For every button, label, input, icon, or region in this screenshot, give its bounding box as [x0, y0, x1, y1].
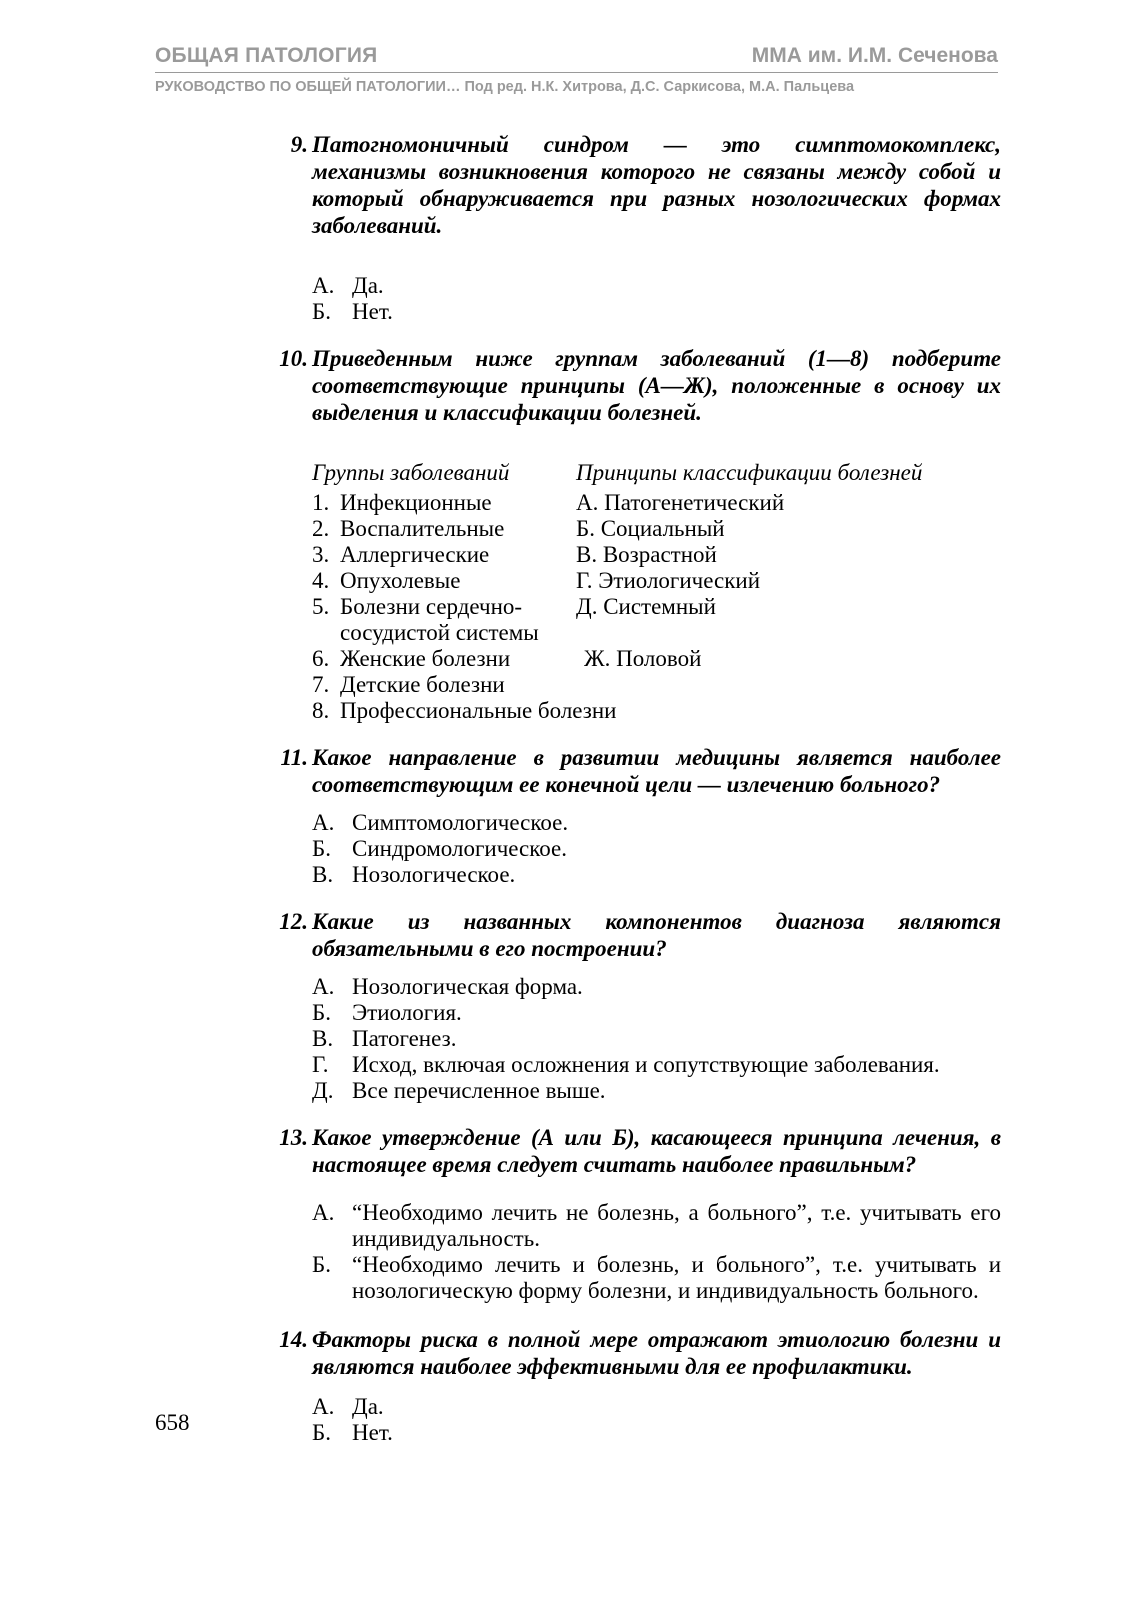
question-number: 12. — [279, 909, 308, 934]
question-text: Приведенным ниже группам заболеваний (1—8) подберите соответствующие принципы (А—Ж), положенные в основу их выделения и классификации болезней. — [312, 346, 1001, 425]
matching-row — [312, 672, 1001, 698]
matching-row — [312, 620, 1001, 646]
option-text: Патогенез. — [352, 1026, 457, 1051]
option — [312, 862, 1001, 888]
group-text: Аллергические — [340, 542, 490, 567]
question-12 — [276, 908, 1001, 962]
option-letter: Б. — [312, 1252, 331, 1277]
option-text: Симптомологическое. — [352, 810, 569, 835]
question-text: Какие из названных компонентов диагноза являются обязательными в его построении? — [312, 909, 1001, 961]
header-left-title: ОБЩАЯ ПАТОЛОГИЯ — [155, 44, 378, 67]
group-text-continuation: сосудистой системы — [340, 620, 539, 645]
option-letter: Б. — [312, 1420, 331, 1445]
option — [312, 1052, 1001, 1078]
option-text: “Необходимо лечить и болезнь, и больного”, т.е. учитывать и нозологическую форму болезни, и индивидуальность больного. — [352, 1252, 1001, 1303]
question-number: 11. — [280, 745, 308, 770]
option-text: Исход, включая осложнения и сопутствующие заболевания. — [352, 1052, 940, 1077]
group-text: Болезни сердечно- — [340, 594, 523, 619]
group-number: 1. — [312, 490, 330, 515]
question-number: 14. — [279, 1327, 308, 1352]
group-number: 2. — [312, 516, 330, 541]
option-text: Синдромологическое. — [352, 836, 567, 861]
option — [312, 974, 1001, 1000]
option — [312, 1420, 1001, 1446]
matching-row — [312, 490, 1001, 516]
group-number: 6. — [312, 646, 330, 671]
option-text: “Необходимо лечить не болезнь, а больного”, т.е. учитывать его индивидуальность. — [352, 1200, 1001, 1251]
option-letter: Г. — [312, 1052, 329, 1077]
option — [312, 1394, 1001, 1420]
group-number: 8. — [312, 698, 330, 723]
group-text: Воспалительные — [340, 516, 505, 541]
option-letter: А. — [312, 1394, 335, 1419]
question-text: Какое утверждение (А или Б), касающееся принципа лечения, в настоящее время следует считать наиболее правильным? — [312, 1125, 1001, 1177]
option — [312, 810, 1001, 836]
options-9 — [276, 273, 1001, 325]
group-text: Инфекционные — [340, 490, 492, 515]
option — [312, 1200, 1001, 1252]
option-letter: А. — [312, 1200, 335, 1225]
principle-text: Д. Системный — [576, 594, 716, 619]
question-9 — [276, 131, 1001, 239]
principles-heading: Принципы классификации болезней — [576, 460, 923, 485]
group-number: 4. — [312, 568, 330, 593]
option — [312, 273, 1001, 299]
question-10 — [276, 345, 1001, 426]
option-letter: В. — [312, 1026, 334, 1051]
matching-row — [312, 568, 1001, 594]
option-text: Все перечисленное выше. — [352, 1078, 606, 1103]
matching-row — [312, 542, 1001, 568]
option-text: Да. — [352, 1394, 384, 1419]
question-text: Факторы риска в полной мере отражают этиологию болезни и являются наиболее эффективными для ее профилактики. — [312, 1327, 1001, 1379]
option — [312, 299, 1001, 325]
option-text: Нозологическая форма. — [352, 974, 583, 999]
question-number: 13. — [279, 1125, 308, 1150]
option — [312, 1252, 1001, 1304]
option — [312, 836, 1001, 862]
option — [312, 1026, 1001, 1052]
question-11 — [276, 744, 1001, 798]
group-text: Детские болезни — [340, 672, 505, 697]
question-14 — [276, 1326, 1001, 1380]
group-text: Женские болезни — [340, 646, 511, 671]
groups-heading: Группы заболеваний — [312, 460, 510, 485]
group-text: Опухолевые — [340, 568, 461, 593]
options-12 — [276, 974, 1001, 1104]
option-letter: В. — [312, 862, 334, 887]
option-letter: Д. — [312, 1078, 334, 1103]
question-text: Патогномоничный синдром — это симптомокомплекс, механизмы возникновения которого не связаны между собой и который обнаруживается при разных нозологических формах заболеваний. — [312, 132, 1001, 238]
matching-row — [312, 646, 1001, 672]
option-text: Да. — [352, 273, 384, 298]
matching-table — [276, 460, 1001, 724]
question-number: 9. — [290, 132, 308, 157]
page-number: 658 — [155, 1410, 190, 1435]
option-text: Нет. — [352, 299, 393, 324]
group-number: 7. — [312, 672, 330, 697]
matching-table-header — [312, 460, 1001, 486]
option-letter: Б. — [312, 1000, 331, 1025]
group-number: 3. — [312, 542, 330, 567]
running-header — [155, 44, 998, 73]
matching-row — [312, 516, 1001, 542]
principle-text: Ж. Половой — [584, 646, 702, 671]
question-text: Какое направление в развитии медицины является наиболее соответствующим ее конечной цели — излечению больного? — [312, 745, 1001, 797]
matching-row — [312, 698, 1001, 724]
principle-text: Б. Социальный — [576, 516, 725, 541]
option-letter: А. — [312, 273, 335, 298]
principle-text: В. Возрастной — [576, 542, 717, 567]
option — [312, 1000, 1001, 1026]
page-content — [276, 131, 1001, 1446]
option — [312, 1078, 1001, 1104]
group-number: 5. — [312, 594, 330, 619]
header-subtitle: РУКОВОДСТВО ПО ОБЩЕЙ ПАТОЛОГИИ… Под ред. Н.К. Хитрова, Д.С. Саркисова, М.А. Пальцева — [155, 79, 855, 95]
matching-row — [312, 594, 1001, 620]
principle-text: А. Патогенетический — [576, 490, 785, 515]
option-letter: А. — [312, 810, 335, 835]
options-14 — [276, 1394, 1001, 1446]
option-letter: Б. — [312, 836, 331, 861]
option-text: Нет. — [352, 1420, 393, 1445]
group-text: Профессиональные болезни — [340, 698, 617, 723]
option-letter: Б. — [312, 299, 331, 324]
question-13 — [276, 1124, 1001, 1178]
options-13 — [276, 1200, 1001, 1304]
option-text: Нозологическое. — [352, 862, 516, 887]
header-right-title: ММА им. И.М. Сеченова — [751, 44, 998, 67]
question-number: 10. — [279, 346, 308, 371]
options-11 — [276, 810, 1001, 888]
option-text: Этиология. — [352, 1000, 462, 1025]
option-letter: А. — [312, 974, 335, 999]
principle-text: Г. Этиологический — [576, 568, 761, 593]
